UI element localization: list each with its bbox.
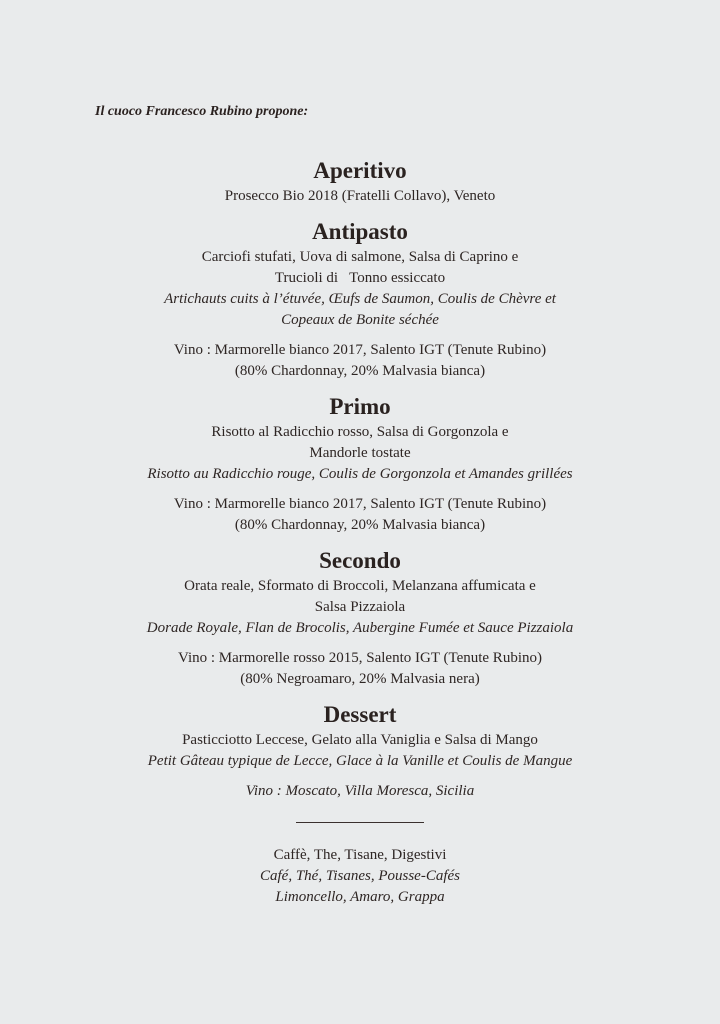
dish-french: Risotto au Radicchio rouge, Coulis de Gorgonzola et Amandes grillées xyxy=(147,466,573,482)
wine-grapes: (80% Chardonnay, 20% Malvasia bianca) xyxy=(234,363,486,379)
dish-italian: Trucioli di Tonno essiccato xyxy=(274,270,446,286)
section-primo xyxy=(0,392,720,536)
section-title: Dessert xyxy=(323,702,397,727)
chef-intro: Il cuoco Francesco Rubino propone: xyxy=(95,104,309,119)
closing-digestivi: Limoncello, Amaro, Grappa xyxy=(275,889,445,905)
dish-italian: Risotto al Radicchio rosso, Salsa di Gorgonzola e xyxy=(211,424,509,440)
divider-line xyxy=(296,822,424,823)
dish-french: Petit Gâteau typique de Lecce, Glace à la Vanille et Coulis de Mangue xyxy=(147,753,573,769)
section-secondo xyxy=(0,546,720,690)
wine-grapes: (80% Negroamaro, 20% Malvasia nera) xyxy=(240,671,480,687)
dish-italian: Prosecco Bio 2018 (Fratelli Collavo), Veneto xyxy=(224,188,496,204)
wine-pairing: Vino : Marmorelle bianco 2017, Salento IGT (Tenute Rubino) xyxy=(173,342,547,358)
dish-italian: Mandorle tostate xyxy=(309,445,411,461)
section-title: Antipasto xyxy=(312,219,408,244)
section-dessert xyxy=(0,700,720,802)
dish-french: Dorade Royale, Flan de Brocolis, Aubergine Fumée et Sauce Pizzaiola xyxy=(146,620,574,636)
closing-italian: Caffè, The, Tisane, Digestivi xyxy=(273,847,447,863)
wine-pairing: Vino : Moscato, Villa Moresca, Sicilia xyxy=(245,783,475,799)
dish-italian: Pasticciotto Leccese, Gelato alla Vaniglia e Salsa di Mango xyxy=(182,732,538,748)
dish-italian: Orata reale, Sformato di Broccoli, Melanzana affumicata e xyxy=(184,578,536,594)
wine-pairing: Vino : Marmorelle rosso 2015, Salento IGT (Tenute Rubino) xyxy=(178,650,542,666)
section-title: Aperitivo xyxy=(313,158,407,183)
section-aperitivo xyxy=(0,156,720,207)
section-antipasto xyxy=(0,217,720,382)
section-title: Primo xyxy=(329,394,391,419)
dish-italian: Salsa Pizzaiola xyxy=(314,599,406,615)
closing-french: Café, Thé, Tisanes, Pousse-Cafés xyxy=(259,868,460,884)
dish-french: Artichauts cuits à l’étuvée, Œufs de Saumon, Coulis de Chèvre et xyxy=(164,291,556,307)
wine-pairing: Vino : Marmorelle bianco 2017, Salento IGT (Tenute Rubino) xyxy=(173,496,547,512)
dish-italian: Carciofi stufati, Uova di salmone, Salsa di Caprino e xyxy=(201,249,519,265)
section-closing xyxy=(0,845,720,908)
dish-french: Copeaux de Bonite séchée xyxy=(281,312,439,328)
wine-grapes: (80% Chardonnay, 20% Malvasia bianca) xyxy=(234,517,486,533)
section-title: Secondo xyxy=(319,548,401,573)
menu-body xyxy=(0,156,720,908)
